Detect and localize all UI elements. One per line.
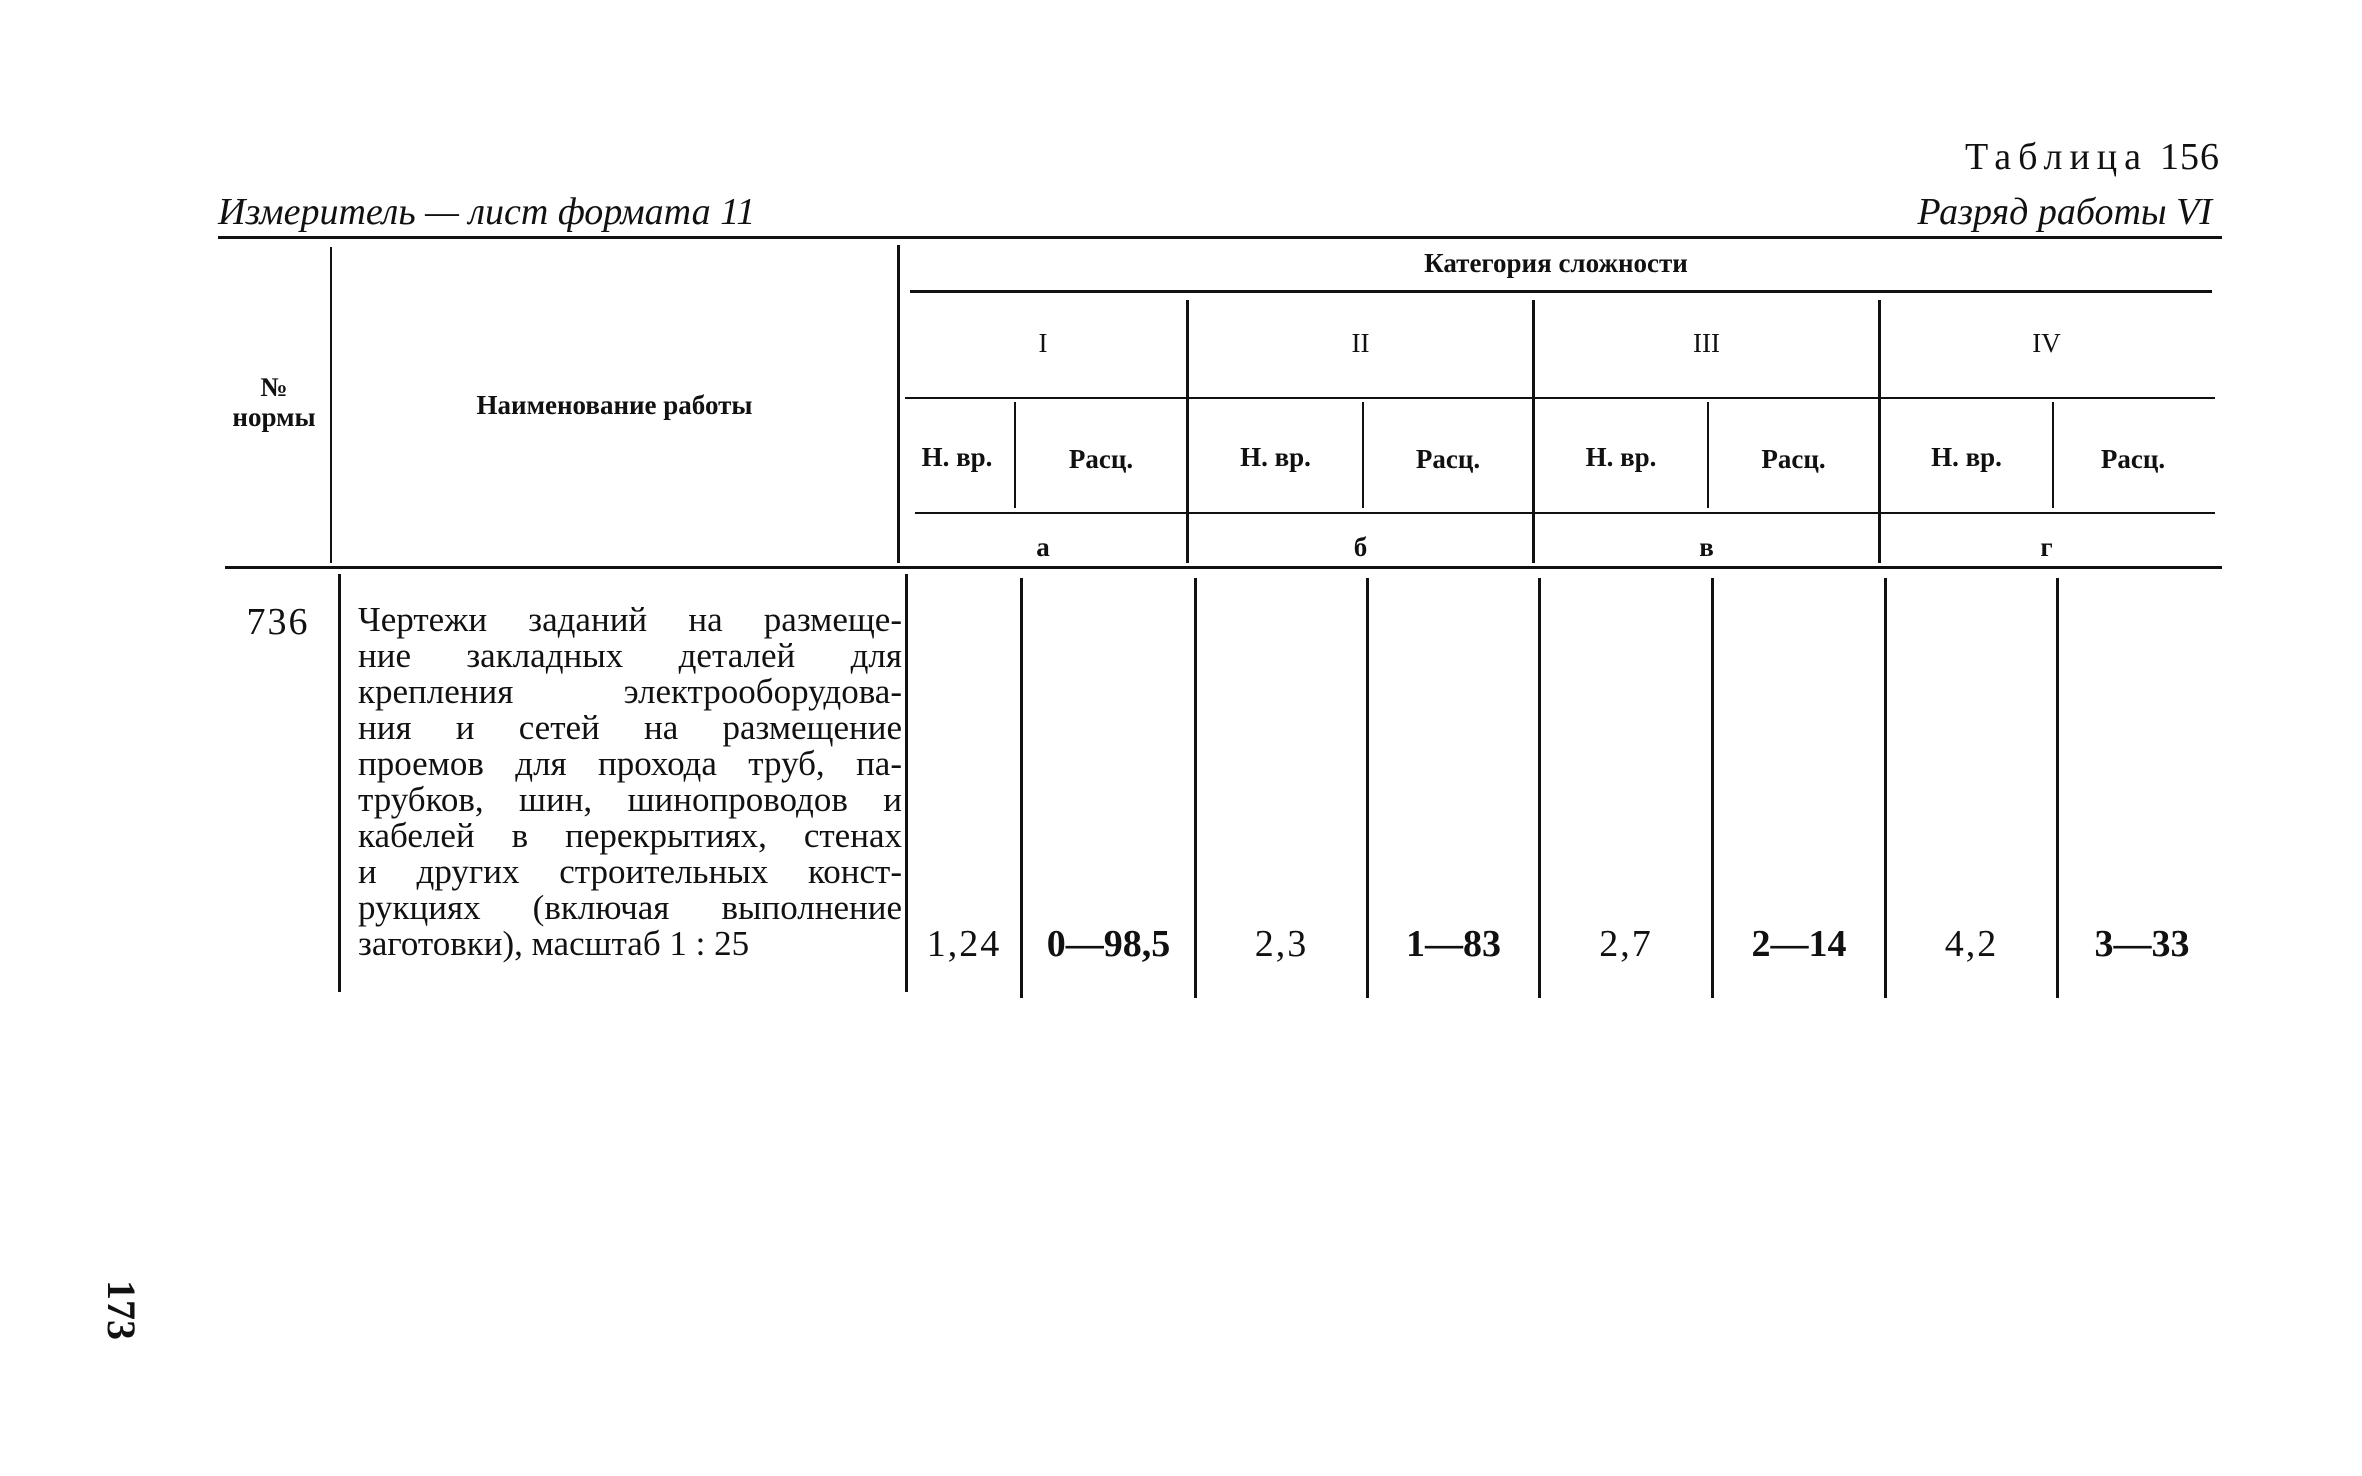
time-header-b: Н. вр. xyxy=(1240,442,1311,472)
table-caption xyxy=(1965,135,2220,179)
rate-value-b: 1—83 xyxy=(1406,923,1501,965)
top-rule xyxy=(218,236,2222,239)
time-value-b: 2,3 xyxy=(1254,923,1309,965)
rate-header-c: Расц. xyxy=(1761,444,1826,474)
column-letter-a: а xyxy=(1036,532,1050,562)
measure-unit: Измеритель — лист формата 11 xyxy=(218,191,756,233)
time-value-a: 1,24 xyxy=(926,923,1002,965)
table-label: Таблица xyxy=(1964,136,2148,178)
time-header-c: Н. вр. xyxy=(1585,442,1657,472)
work-name-header: Наименование работы xyxy=(476,390,753,420)
norm-number: 736 xyxy=(246,601,310,643)
column-letter-d: г xyxy=(2040,532,2053,562)
work-line: кабелей в перекрытиях, стенах xyxy=(358,816,902,855)
time-header-a: Н. вр. xyxy=(921,442,993,472)
time-header-d: Н. вр. xyxy=(1931,442,2002,472)
work-line: Чертежи заданий на размеще- xyxy=(358,600,902,639)
category-II: II xyxy=(1351,328,1370,358)
work-line: проемов для прохода труб, па- xyxy=(358,744,902,783)
column-letter-c: в xyxy=(1699,532,1714,562)
table-number: 156 xyxy=(2160,136,2220,178)
page-number: 173 xyxy=(99,1280,144,1340)
work-line: ния и сетей на размещение xyxy=(358,708,902,747)
rate-header-a: Расц. xyxy=(1068,444,1134,474)
col-divider-name xyxy=(897,245,900,563)
rate-value-c: 2—14 xyxy=(1751,923,1847,965)
rate-header-b: Расц. xyxy=(1415,444,1481,474)
work-grade: Разряд работы VI xyxy=(1917,191,2212,233)
roman-underline xyxy=(905,397,2215,399)
complexity-underline xyxy=(910,290,2212,293)
work-description xyxy=(358,602,902,962)
header-bottom-rule xyxy=(225,566,2222,569)
norm-number-header: № нормы xyxy=(232,372,316,432)
body-divider-norm xyxy=(338,574,341,992)
category-I: I xyxy=(1038,328,1048,358)
column-letter-b: б xyxy=(1353,532,1368,562)
rate-header-d: Расц. xyxy=(2100,444,2166,474)
category-III: III xyxy=(1693,328,1720,358)
work-line: рукциях (включая выполнение xyxy=(358,888,902,927)
work-line: трубков, шин, шинопроводов и xyxy=(358,780,902,819)
time-value-c: 2,7 xyxy=(1599,923,1653,965)
work-line: и других строительных конст- xyxy=(358,852,902,891)
work-line: ние закладных деталей для xyxy=(358,636,902,675)
work-line: заготовки), масштаб 1 : 25 xyxy=(358,924,750,963)
rate-value-d: 3—33 xyxy=(2094,923,2190,965)
category-IV: IV xyxy=(2032,328,2061,358)
complexity-header: Категория сложности xyxy=(1424,248,1688,278)
labels-underline xyxy=(915,512,2215,514)
work-line: крепления электрооборудова- xyxy=(358,672,902,711)
rate-value-a: 0—98,5 xyxy=(1046,923,1171,965)
time-value-d: 4,2 xyxy=(1944,923,1999,965)
